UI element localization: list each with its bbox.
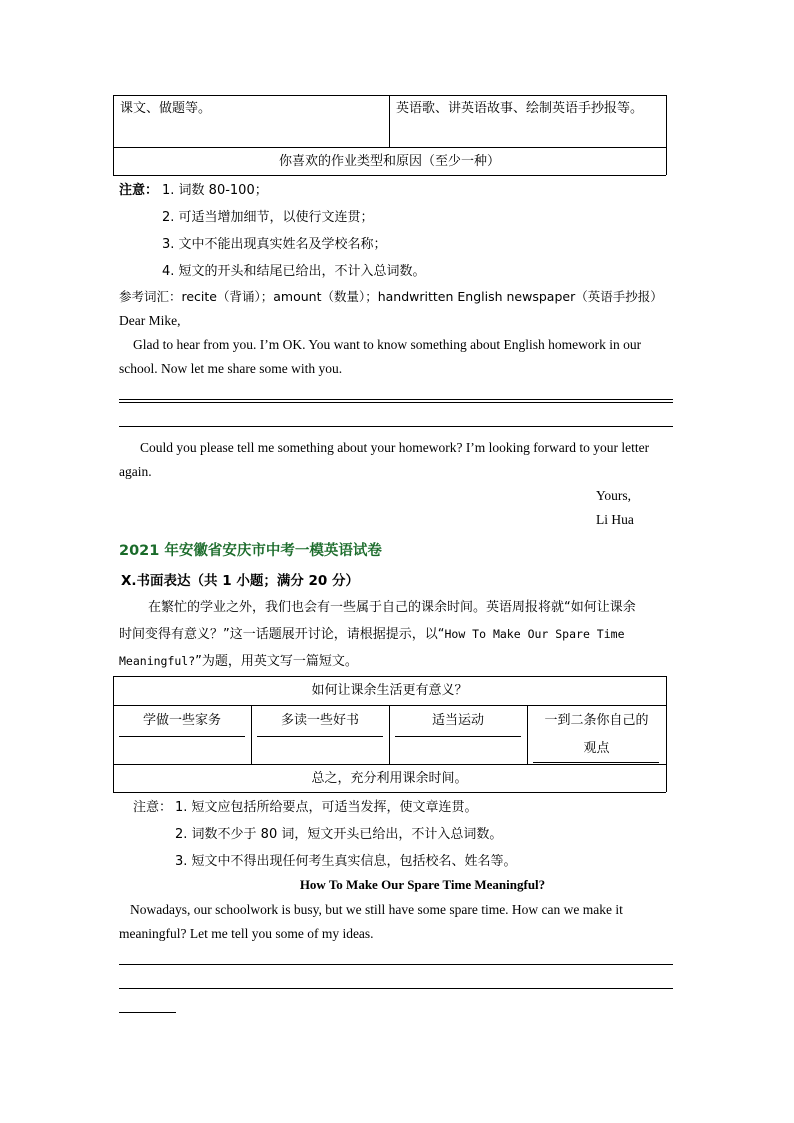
- letter-closing-line: Could you please tell me something about your homework? I’m looking forward to your letter: [140, 440, 650, 455]
- intro-text: ”为题，用英文写一篇短文。: [195, 654, 358, 669]
- letter-closing-line: again.: [119, 464, 152, 479]
- letter-body-line: school. Now let me share some with you.: [119, 361, 343, 376]
- cell-answer-line: [119, 736, 245, 737]
- table-cell-left: 课文、做题等。: [120, 101, 212, 116]
- answer-line: [119, 426, 673, 427]
- note-item: 3. 文中不能出现真实姓名及学校名称；: [162, 237, 387, 252]
- note-item: 4. 短文的开头和结尾已给出，不计入总词数。: [162, 264, 426, 279]
- table-cell-right: 英语歌、讲英语故事、绘制英语手抄报等。: [396, 101, 644, 116]
- answer-line: [119, 964, 673, 965]
- letter-body-line: Glad to hear from you. I’m OK. You want to know something about English homework in our: [133, 337, 642, 352]
- intro-title-text: Meaningful?: [119, 654, 196, 668]
- table-column-divider: [389, 95, 390, 147]
- notes-label: 注意：: [133, 800, 173, 815]
- answer-line: [119, 1012, 176, 1013]
- intro-line: [119, 650, 358, 669]
- table-row-divider: [113, 147, 666, 148]
- letter-signature: Li Hua: [596, 512, 634, 527]
- question-heading: X.书面表达（共 1 小题；满分 20 分）: [121, 573, 360, 589]
- note-item: 2. 可适当增加细节，以使行文连贯；: [162, 210, 374, 225]
- note-item: 1. 词数 80-100；: [162, 183, 268, 198]
- table-cell-point: 适当运动: [431, 713, 484, 728]
- answer-line: [119, 988, 673, 989]
- intro-line: [119, 623, 625, 642]
- answer-line: [119, 399, 673, 400]
- essay-opening-line: meaningful? Let me tell you some of my ideas.: [119, 926, 374, 941]
- note-item: 1. 短文应包括所给要点，可适当发挥，使文章连贯。: [175, 800, 478, 815]
- table-row-divider: [113, 764, 666, 765]
- table-border-right: [666, 95, 667, 175]
- exam-heading: 2021 年安徽省安庆市中考一模英语试卷: [119, 543, 382, 559]
- table-border-bottom: [113, 792, 666, 793]
- note-item: 3. 短文中不得出现任何考生真实信息，包括校名、姓名等。: [175, 854, 517, 869]
- note-item: 2. 词数不少于 80 词，短文开头已给出，不计入总词数。: [175, 827, 503, 842]
- cell-answer-line: [257, 736, 383, 737]
- cell-answer-line: [395, 736, 521, 737]
- intro-text: 时间变得有意义？”这一话题展开讨论，请根据提示，以“: [119, 627, 445, 642]
- table-cell-point: 观点: [583, 741, 610, 756]
- table-border-right: [666, 676, 667, 792]
- notes-label: 注意：: [119, 183, 159, 198]
- cell-answer-line: [533, 762, 659, 763]
- table-cell-point: 一到二条你自己的: [544, 713, 649, 728]
- letter-sign-off: Yours,: [596, 488, 632, 503]
- table-cell-point: 多读一些好书: [280, 713, 359, 728]
- vocabulary-hint: 参考词汇：recite（背诵）；amount（数量）；handwritten English newspaper（英语手抄报）: [119, 289, 663, 304]
- intro-title-text: How To Make Our Spare Time: [444, 627, 625, 641]
- table-cell-point: 学做一些家务: [142, 713, 221, 728]
- table-border-bottom: [113, 175, 666, 176]
- essay-title: How To Make Our Spare Time Meaningful?: [299, 877, 546, 892]
- table-footer: 总之，充分利用课余时间。: [311, 771, 468, 786]
- table-title: 如何让课余生活更有意义？: [311, 683, 468, 698]
- table-row-prompt: 你喜欢的作业类型和原因（至少一种）: [278, 154, 500, 169]
- letter-greeting: Dear Mike,: [119, 313, 181, 328]
- table-border-top: [113, 676, 666, 677]
- answer-line: [119, 402, 673, 403]
- intro-line: 在繁忙的学业之外，我们也会有一些属于自己的课余时间。英语周报将就“如何让课余: [148, 600, 636, 615]
- essay-opening-line: Nowadays, our schoolwork is busy, but we still have some spare time. How can we make it: [130, 902, 623, 917]
